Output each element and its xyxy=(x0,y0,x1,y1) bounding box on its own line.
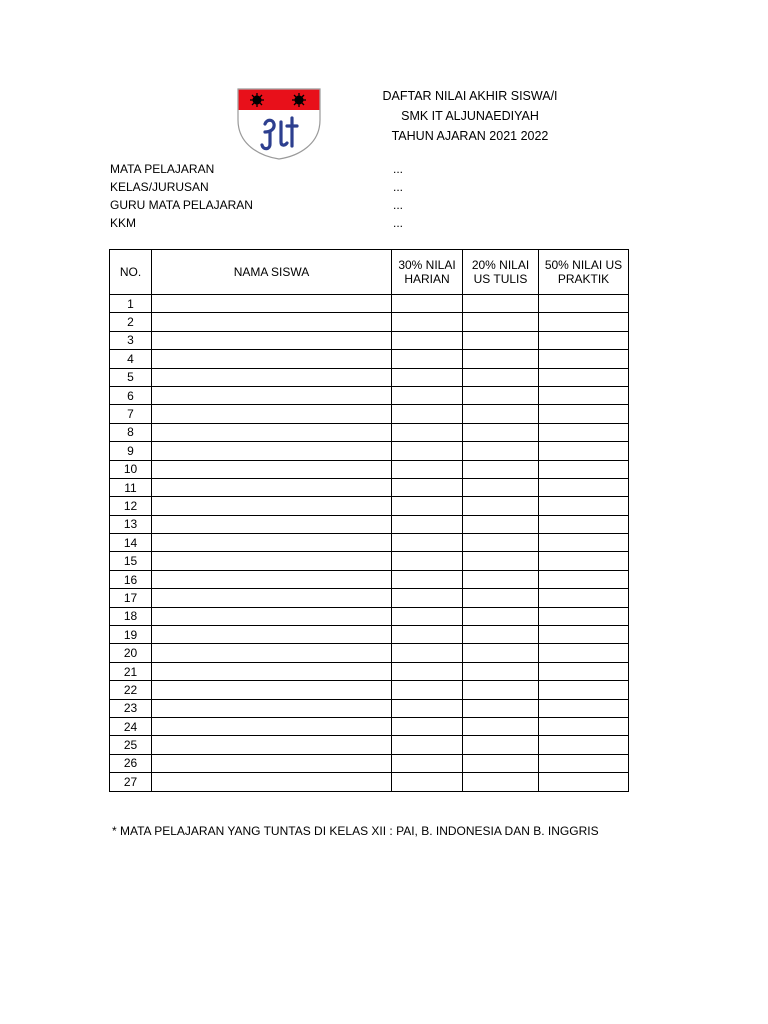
nilai-us-praktik-cell[interactable] xyxy=(539,534,629,552)
table-row xyxy=(110,442,629,460)
nilai-us-praktik-cell[interactable] xyxy=(539,681,629,699)
row-number: 5 xyxy=(110,368,152,386)
nilai-us-praktik-cell[interactable] xyxy=(539,515,629,533)
nilai-harian-cell[interactable] xyxy=(392,442,463,460)
table-row xyxy=(110,368,629,386)
header-nilai-us-praktik: 50% NILAI US PRAKTIK xyxy=(539,250,629,295)
student-name-cell[interactable] xyxy=(152,478,392,496)
nilai-harian-cell[interactable] xyxy=(392,552,463,570)
school-crest-icon xyxy=(237,88,321,160)
info-label: MATA PELAJARAN xyxy=(110,162,215,176)
nilai-harian-cell[interactable] xyxy=(392,773,463,791)
table-row xyxy=(110,589,629,607)
nilai-us-tulis-cell[interactable] xyxy=(463,589,539,607)
table-row xyxy=(110,773,629,791)
nilai-harian-cell[interactable] xyxy=(392,295,463,313)
nilai-us-praktik-cell[interactable] xyxy=(539,423,629,441)
row-number: 25 xyxy=(110,736,152,754)
info-value: ... xyxy=(393,180,404,194)
nilai-us-praktik-cell[interactable] xyxy=(539,497,629,515)
nilai-harian-cell[interactable] xyxy=(392,754,463,772)
table-row xyxy=(110,570,629,588)
nilai-harian-cell[interactable] xyxy=(392,478,463,496)
nilai-harian-cell[interactable] xyxy=(392,534,463,552)
row-number: 26 xyxy=(110,754,152,772)
student-name-cell[interactable] xyxy=(152,405,392,423)
nilai-harian-cell[interactable] xyxy=(392,460,463,478)
academic-year: TAHUN AJARAN 2021 2022 xyxy=(391,129,549,143)
student-name-cell[interactable] xyxy=(152,386,392,404)
row-number: 23 xyxy=(110,699,152,717)
row-number: 9 xyxy=(110,442,152,460)
nilai-us-tulis-cell[interactable] xyxy=(463,699,539,717)
nilai-harian-cell[interactable] xyxy=(392,699,463,717)
school-name: SMK IT ALJUNAEDIYAH xyxy=(401,109,539,123)
student-name-cell[interactable] xyxy=(152,460,392,478)
table-row xyxy=(110,552,629,570)
title-line: DAFTAR NILAI AKHIR SISWA/I xyxy=(382,89,558,103)
nilai-us-tulis-cell[interactable] xyxy=(463,626,539,644)
nilai-us-tulis-cell[interactable] xyxy=(463,552,539,570)
nilai-us-tulis-cell[interactable] xyxy=(463,497,539,515)
table-row xyxy=(110,386,629,404)
info-row xyxy=(110,178,430,196)
row-number: 19 xyxy=(110,626,152,644)
table-header-row xyxy=(110,250,629,295)
nilai-us-tulis-cell[interactable] xyxy=(463,534,539,552)
header-nilai-us-tulis: 20% NILAI US TULIS xyxy=(463,250,539,295)
info-value: ... xyxy=(393,162,404,176)
nilai-us-tulis-cell[interactable] xyxy=(463,754,539,772)
row-number: 20 xyxy=(110,644,152,662)
nilai-us-tulis-cell[interactable] xyxy=(463,478,539,496)
table-row xyxy=(110,331,629,349)
info-block xyxy=(110,160,430,232)
nilai-us-praktik-cell[interactable] xyxy=(539,589,629,607)
row-number: 21 xyxy=(110,662,152,680)
nilai-us-tulis-cell[interactable] xyxy=(463,515,539,533)
info-row xyxy=(110,160,430,178)
row-number: 17 xyxy=(110,589,152,607)
nilai-harian-cell[interactable] xyxy=(392,313,463,331)
row-number: 6 xyxy=(110,386,152,404)
nilai-harian-cell[interactable] xyxy=(392,405,463,423)
nilai-harian-cell[interactable] xyxy=(392,368,463,386)
table-row xyxy=(110,607,629,625)
row-number: 15 xyxy=(110,552,152,570)
student-name-cell[interactable] xyxy=(152,552,392,570)
grades-table xyxy=(109,249,629,792)
nilai-harian-cell[interactable] xyxy=(392,350,463,368)
nilai-us-praktik-cell[interactable] xyxy=(539,442,629,460)
student-name-cell[interactable] xyxy=(152,570,392,588)
nilai-us-praktik-cell[interactable] xyxy=(539,607,629,625)
nilai-us-tulis-cell[interactable] xyxy=(463,423,539,441)
table-row xyxy=(110,754,629,772)
nilai-us-tulis-cell[interactable] xyxy=(463,386,539,404)
row-number: 11 xyxy=(110,478,152,496)
nilai-harian-cell[interactable] xyxy=(392,717,463,735)
nilai-harian-cell[interactable] xyxy=(392,570,463,588)
row-number: 12 xyxy=(110,497,152,515)
nilai-us-praktik-cell[interactable] xyxy=(539,717,629,735)
table-row xyxy=(110,681,629,699)
student-name-cell[interactable] xyxy=(152,626,392,644)
student-name-cell[interactable] xyxy=(152,736,392,754)
nilai-us-praktik-cell[interactable] xyxy=(539,368,629,386)
nilai-harian-cell[interactable] xyxy=(392,681,463,699)
nilai-us-tulis-cell[interactable] xyxy=(463,313,539,331)
nilai-us-praktik-cell[interactable] xyxy=(539,773,629,791)
student-name-cell[interactable] xyxy=(152,497,392,515)
nilai-harian-cell[interactable] xyxy=(392,423,463,441)
nilai-us-tulis-cell[interactable] xyxy=(463,350,539,368)
nilai-us-tulis-cell[interactable] xyxy=(463,295,539,313)
info-value: ... xyxy=(393,216,404,230)
student-name-cell[interactable] xyxy=(152,313,392,331)
header-nilai-harian: 30% NILAI HARIAN xyxy=(392,250,463,295)
nilai-harian-cell[interactable] xyxy=(392,515,463,533)
student-name-cell[interactable] xyxy=(152,754,392,772)
nilai-us-tulis-cell[interactable] xyxy=(463,717,539,735)
student-name-cell[interactable] xyxy=(152,644,392,662)
nilai-us-praktik-cell[interactable] xyxy=(539,644,629,662)
table-row xyxy=(110,736,629,754)
nilai-us-tulis-cell[interactable] xyxy=(463,607,539,625)
table-row xyxy=(110,313,629,331)
table-row xyxy=(110,662,629,680)
nilai-us-praktik-cell[interactable] xyxy=(539,736,629,754)
nilai-harian-cell[interactable] xyxy=(392,386,463,404)
table-row xyxy=(110,515,629,533)
info-label: KELAS/JURUSAN xyxy=(110,180,209,194)
nilai-us-tulis-cell[interactable] xyxy=(463,644,539,662)
nilai-us-praktik-cell[interactable] xyxy=(539,460,629,478)
nilai-us-praktik-cell[interactable] xyxy=(539,478,629,496)
nilai-us-praktik-cell[interactable] xyxy=(539,699,629,717)
student-name-cell[interactable] xyxy=(152,717,392,735)
nilai-us-praktik-cell[interactable] xyxy=(539,405,629,423)
row-number: 2 xyxy=(110,313,152,331)
student-name-cell[interactable] xyxy=(152,534,392,552)
nilai-us-praktik-cell[interactable] xyxy=(539,350,629,368)
info-value: ... xyxy=(393,198,404,212)
nilai-us-tulis-cell[interactable] xyxy=(463,405,539,423)
nilai-harian-cell[interactable] xyxy=(392,736,463,754)
table-row xyxy=(110,350,629,368)
row-number: 1 xyxy=(110,295,152,313)
row-number: 7 xyxy=(110,405,152,423)
table-row xyxy=(110,460,629,478)
table-row xyxy=(110,534,629,552)
header-nama-siswa: NAMA SISWA xyxy=(152,250,392,295)
table-row xyxy=(110,626,629,644)
info-label: GURU MATA PELAJARAN xyxy=(110,198,253,212)
nilai-us-praktik-cell[interactable] xyxy=(539,331,629,349)
student-name-cell[interactable] xyxy=(152,423,392,441)
student-name-cell[interactable] xyxy=(152,368,392,386)
table-row xyxy=(110,478,629,496)
nilai-harian-cell[interactable] xyxy=(392,497,463,515)
nilai-us-tulis-cell[interactable] xyxy=(463,681,539,699)
row-number: 4 xyxy=(110,350,152,368)
header-no: NO. xyxy=(110,250,152,295)
nilai-us-praktik-cell[interactable] xyxy=(539,570,629,588)
row-number: 18 xyxy=(110,607,152,625)
row-number: 27 xyxy=(110,773,152,791)
student-name-cell[interactable] xyxy=(152,442,392,460)
row-number: 16 xyxy=(110,570,152,588)
footnote: * MATA PELAJARAN YANG TUNTAS DI KELAS XII : PAI, B. INDONESIA DAN B. INGGRIS xyxy=(112,824,599,838)
nilai-harian-cell[interactable] xyxy=(392,626,463,644)
student-name-cell[interactable] xyxy=(152,607,392,625)
nilai-us-tulis-cell[interactable] xyxy=(463,442,539,460)
student-name-cell[interactable] xyxy=(152,589,392,607)
nilai-us-praktik-cell[interactable] xyxy=(539,552,629,570)
student-name-cell[interactable] xyxy=(152,350,392,368)
nilai-harian-cell[interactable] xyxy=(392,607,463,625)
table-row xyxy=(110,699,629,717)
row-number: 10 xyxy=(110,460,152,478)
student-name-cell[interactable] xyxy=(152,662,392,680)
row-number: 8 xyxy=(110,423,152,441)
nilai-us-tulis-cell[interactable] xyxy=(463,368,539,386)
row-number: 24 xyxy=(110,717,152,735)
row-number: 3 xyxy=(110,331,152,349)
row-number: 22 xyxy=(110,681,152,699)
info-row xyxy=(110,196,430,214)
student-name-cell[interactable] xyxy=(152,773,392,791)
nilai-harian-cell[interactable] xyxy=(392,589,463,607)
nilai-us-praktik-cell[interactable] xyxy=(539,754,629,772)
nilai-us-praktik-cell[interactable] xyxy=(539,662,629,680)
info-row xyxy=(110,214,430,232)
student-name-cell[interactable] xyxy=(152,331,392,349)
document-title xyxy=(360,86,580,146)
student-name-cell[interactable] xyxy=(152,295,392,313)
nilai-us-praktik-cell[interactable] xyxy=(539,386,629,404)
nilai-us-praktik-cell[interactable] xyxy=(539,295,629,313)
row-number: 13 xyxy=(110,515,152,533)
table-row xyxy=(110,423,629,441)
info-label: KKM xyxy=(110,216,137,230)
nilai-us-tulis-cell[interactable] xyxy=(463,736,539,754)
student-name-cell[interactable] xyxy=(152,515,392,533)
nilai-us-tulis-cell[interactable] xyxy=(463,773,539,791)
table-row xyxy=(110,717,629,735)
table-row xyxy=(110,644,629,662)
nilai-harian-cell[interactable] xyxy=(392,662,463,680)
row-number: 14 xyxy=(110,534,152,552)
nilai-us-tulis-cell[interactable] xyxy=(463,460,539,478)
table-row xyxy=(110,405,629,423)
nilai-us-tulis-cell[interactable] xyxy=(463,331,539,349)
nilai-us-tulis-cell[interactable] xyxy=(463,662,539,680)
student-name-cell[interactable] xyxy=(152,681,392,699)
table-row xyxy=(110,295,629,313)
nilai-us-praktik-cell[interactable] xyxy=(539,626,629,644)
nilai-harian-cell[interactable] xyxy=(392,644,463,662)
nilai-harian-cell[interactable] xyxy=(392,331,463,349)
table-row xyxy=(110,497,629,515)
student-name-cell[interactable] xyxy=(152,699,392,717)
nilai-us-tulis-cell[interactable] xyxy=(463,570,539,588)
nilai-us-praktik-cell[interactable] xyxy=(539,313,629,331)
table-body xyxy=(110,295,629,792)
